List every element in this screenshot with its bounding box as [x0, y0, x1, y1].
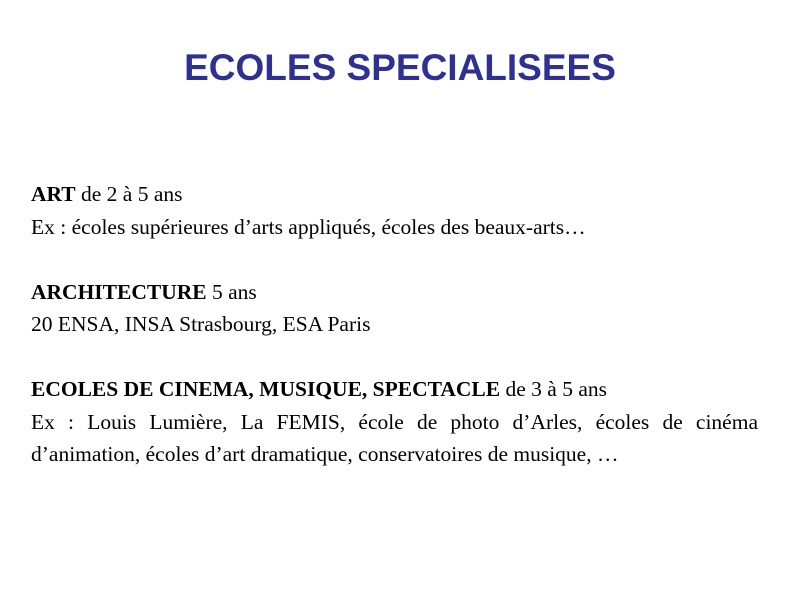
- section-cinema-duration: de 3 à 5 ans: [500, 377, 607, 401]
- section-cinema: [31, 373, 758, 471]
- spacer: [31, 341, 758, 374]
- section-art-heading-line: [31, 178, 758, 211]
- section-architecture-heading: ARCHITECTURE: [31, 279, 207, 304]
- section-architecture-heading-line: [31, 276, 758, 309]
- spacer: [31, 243, 758, 276]
- section-cinema-detail: Ex : Louis Lumière, La FEMIS, école de photo d’Arles, écoles de cinéma d’animation, écoles d’art dramatique, conservatoires de musique, …: [31, 409, 758, 466]
- section-architecture: [31, 276, 758, 341]
- section-cinema-heading-line: [31, 373, 758, 406]
- section-art-heading: ART: [31, 182, 76, 206]
- section-art-detail: Ex : écoles supérieures d’arts appliqués, écoles des beaux-arts…: [31, 214, 586, 239]
- slide-body: [31, 178, 758, 471]
- section-architecture-duration: 5 ans: [206, 279, 257, 304]
- section-art-duration: de 2 à 5 ans: [75, 182, 183, 206]
- section-art: [31, 178, 758, 243]
- section-architecture-detail: 20 ENSA, INSA Strasbourg, ESA Paris: [31, 312, 371, 336]
- page-title: ECOLES SPECIALISEES: [184, 47, 616, 88]
- section-cinema-heading: ECOLES DE CINEMA, MUSIQUE, SPECTACLE: [31, 377, 501, 401]
